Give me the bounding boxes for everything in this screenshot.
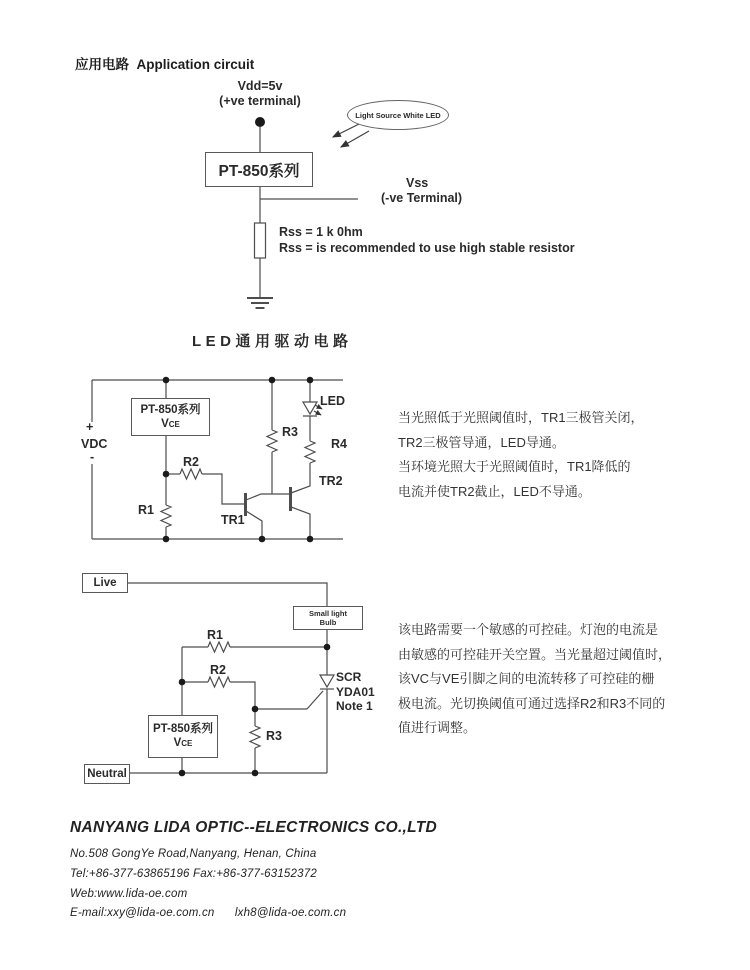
tr1-label: TR1: [221, 513, 245, 527]
r2-resistor: [208, 677, 230, 687]
bulb-label-line1: Small light: [309, 609, 347, 618]
r3-resistor: [250, 726, 260, 748]
company-name: NANYANG LIDA OPTIC--ELECTRONICS CO.,LTD: [70, 819, 438, 836]
description-line: 该VC与VE引脚之间的电流转移了可控硅的栅: [398, 671, 655, 686]
description-line: 由敏感的可控硅开关空置。当光量超过阈值时，: [398, 646, 672, 662]
r4-resistor: [305, 441, 315, 463]
led-circuit-description: [398, 406, 644, 504]
scr-note: Note 1: [336, 699, 373, 713]
company-address: No.508 GongYe Road,Nanyang, Henan, China: [70, 848, 317, 860]
light-arrows: [333, 124, 369, 147]
description-line: 该电路需要一个敏感的可控硅。灯泡的电流是: [398, 622, 659, 637]
tr2-label: TR2: [319, 474, 343, 488]
rss-resistor: [255, 223, 266, 258]
vdc-minus-label: -: [90, 450, 95, 464]
description-line: 当光照低于光照阈值时，TR1三极管关闭，: [398, 410, 644, 425]
description-line: 当环境光照大于光照阈值时，TR1降低的: [398, 459, 631, 474]
r3-label: R3: [266, 729, 282, 743]
led-driver-heading: LED通用驱动电路: [192, 333, 353, 350]
live-terminal-box: Live: [82, 573, 128, 593]
description-line: 值进行调整。: [398, 720, 477, 735]
vdc-plus-label: +: [86, 420, 94, 434]
r2-label: R2: [183, 455, 199, 469]
company-tel-fax: Tel:+86-377-63865196 Fax:+86-377-63152372: [70, 868, 317, 880]
scr-label-block: [336, 670, 375, 714]
page-title-zh: 应用电路: [75, 57, 129, 72]
r1-resistor: [208, 642, 230, 652]
vdc-label: VDC: [81, 437, 108, 451]
pt850-box-vce: VCE: [161, 417, 180, 430]
circuit1-wires: [247, 117, 369, 308]
scr-thyristor: [320, 675, 334, 687]
pt850-box-line1: PT-850系列: [152, 723, 214, 735]
scr-label: SCR: [336, 670, 362, 684]
pt850-box-vce: VCE: [173, 737, 193, 749]
r1-label: R1: [138, 503, 154, 517]
page-title: [75, 53, 254, 73]
scr-part-number: YDA01: [336, 684, 375, 699]
neutral-terminal-box: Neutral: [84, 764, 130, 784]
r2-resistor: [180, 469, 202, 479]
small-light-bulb-box: [293, 606, 363, 630]
company-email: E-mail:xxy@lida-oe.com.cn lxh8@lida-oe.com.cn: [70, 907, 347, 919]
r1-resistor: [161, 505, 171, 527]
page-title-en: Application circuit: [136, 57, 255, 72]
vdd-label: Vdd=5v: [237, 79, 283, 93]
vdd-terminal-dot: [255, 117, 265, 127]
rss-note-label: Rss = is recommended to use high stable resistor: [279, 241, 575, 255]
circuit2-wires: [92, 377, 343, 543]
light-source-callout: Light Source White LED: [347, 100, 449, 130]
rss-value-label: Rss = 1 k 0hm: [279, 225, 363, 239]
r1-label: R1: [207, 628, 223, 642]
bulb-label-line2: Bulb: [319, 618, 337, 627]
r3-resistor: [267, 430, 277, 452]
led-label: LED: [320, 394, 345, 408]
pt850-vce-box: [131, 398, 210, 436]
r3-label: R3: [282, 425, 298, 439]
vdd-terminal-label: (+ve terminal): [219, 94, 301, 108]
description-line: TR2三极管导通，LED导通。: [398, 434, 565, 450]
pt850-box: PT-850系列: [205, 152, 313, 187]
vss-terminal-label: (-ve Terminal): [381, 191, 463, 205]
r4-label: R4: [331, 437, 347, 451]
description-line: 电流并使TR2截止，LED不导通。: [398, 483, 591, 499]
pt850-box-line1: PT-850系列: [140, 403, 201, 416]
scr-circuit-description: [398, 618, 671, 741]
pt850-vce-box: [148, 715, 218, 758]
description-line: 极电流。光切换阈值可通过选择R2和R3不同的: [398, 695, 666, 711]
vss-label: Vss: [406, 176, 429, 190]
company-website: Web:www.lida-oe.com: [70, 888, 188, 900]
r2-label: R2: [210, 663, 226, 677]
ground-symbol: [247, 298, 273, 308]
